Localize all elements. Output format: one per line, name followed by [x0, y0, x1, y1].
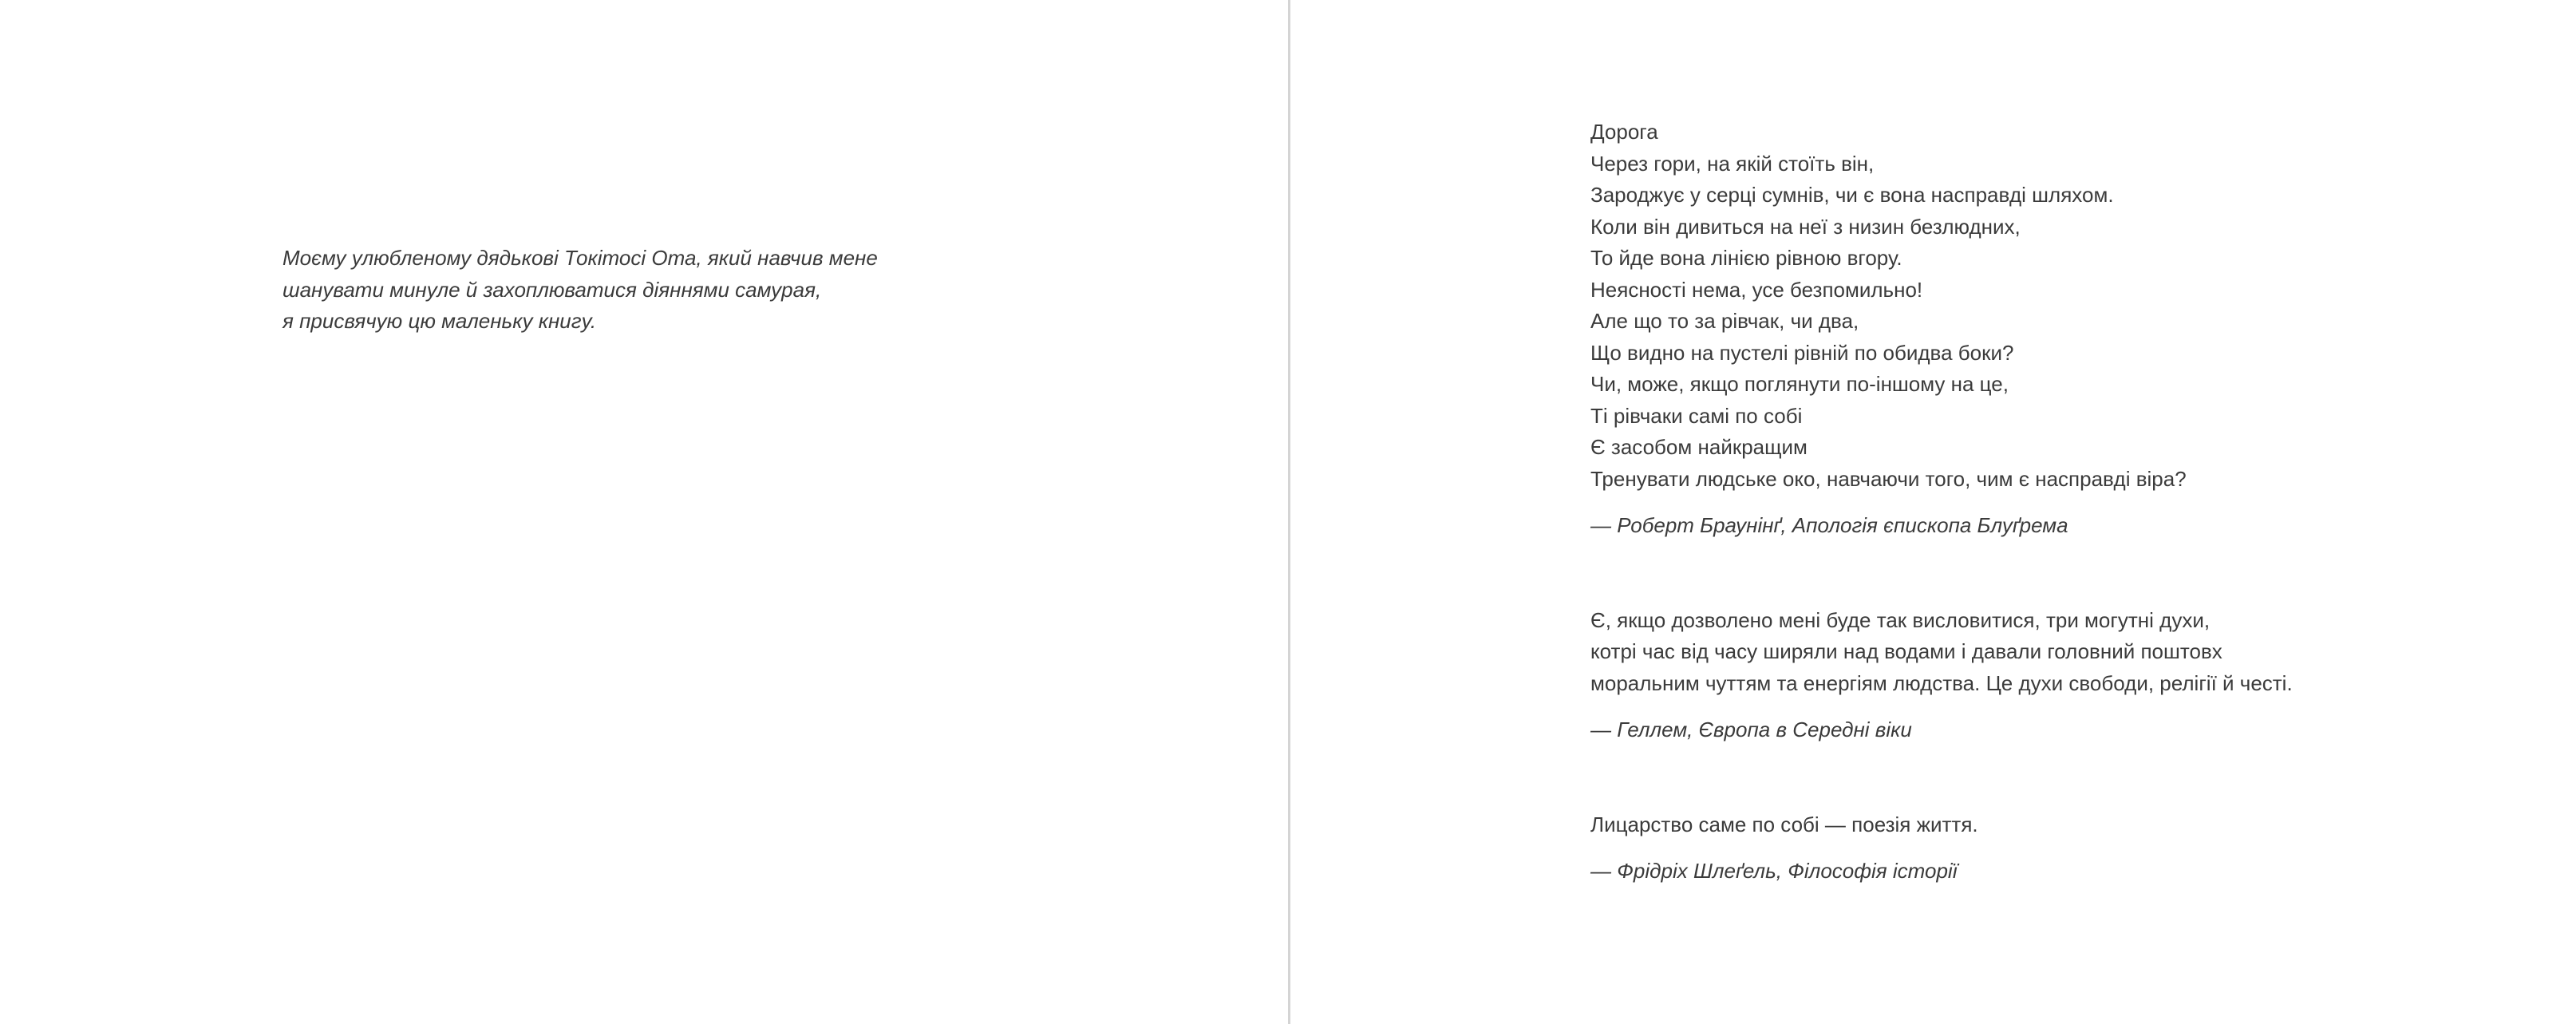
epigraph-text: [1590, 809, 2508, 841]
poem-line: Коли він дивиться на неї з низин безлюдних,: [1590, 214, 2021, 239]
epigraph-attribution: — Фрідріх Шлеґель, Філософія історії: [1590, 859, 1958, 883]
quote-line: моральним чуттям та енергіям людства. Це духи свободи, релігії й честі.: [1590, 670, 2293, 695]
epigraph-browning: [1590, 117, 2508, 542]
poem-line: Чи, може, якщо поглянути по-іншому на це,: [1590, 372, 2009, 396]
dedication: [282, 243, 1001, 338]
epigraph-attribution: — Геллем, Європа в Середні віки: [1590, 718, 1912, 741]
epigraph-schlegel: [1590, 809, 2508, 888]
poem-line: То йде вона лінією рівною вгору.: [1590, 246, 1902, 270]
poem-line: Ті рівчаки самі по собі: [1590, 403, 1803, 428]
quote-line: котрі час від часу ширяли над водами і давали головний поштовх: [1590, 639, 2222, 663]
epigraph-text: [1590, 605, 2508, 700]
poem-line: Дорога: [1590, 120, 1658, 144]
epigraphs: [1590, 117, 2508, 888]
quote-line: Лицарство саме по собі — поезія життя.: [1590, 812, 1978, 836]
epigraph-text: [1590, 117, 2508, 495]
poem-line: Що видно на пустелі рівній по обидва боки?: [1590, 340, 2014, 365]
epigraph-attribution: — Роберт Браунінґ, Апологія єпископа Блуґрема: [1590, 513, 2068, 537]
dedication-line: Моєму улюбленому дядькові Токітосі Ота, який навчив мене: [282, 246, 878, 270]
poem-line: Неясності нема, усе безпомильно!: [1590, 277, 1923, 302]
poem-line: Через гори, на якій стоїть він,: [1590, 151, 1875, 176]
dedication-line: я присвячую цю маленьку книгу.: [282, 309, 597, 333]
quote-line: Є, якщо дозволено мені буде так висловитися, три могутні духи,: [1590, 607, 2211, 632]
epigraph-hallam: [1590, 605, 2508, 746]
poem-line: Є засобом найкращим: [1590, 435, 1808, 459]
poem-line: Тренувати людське око, навчаючи того, чим є насправді віра?: [1590, 466, 2187, 491]
dedication-line: шанувати минуле й захоплюватися діяннями самурая,: [282, 277, 822, 302]
poem-line: Але що то за рівчак, чи два,: [1590, 309, 1859, 333]
poem-line: Зароджує у серці сумнів, чи є вона насправді шляхом.: [1590, 183, 2114, 207]
